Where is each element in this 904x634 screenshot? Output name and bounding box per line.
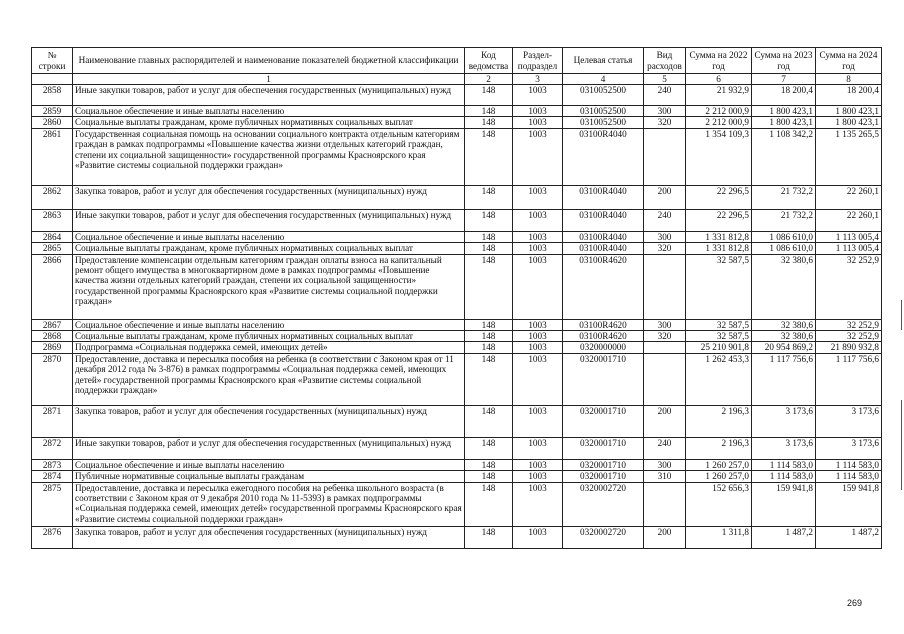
table-row (32, 231, 882, 242)
cell-target: 0320000000 (563, 342, 644, 353)
cell-dept: 148 (465, 353, 513, 405)
cell-2024: 159 941,8 (816, 482, 882, 526)
cell-name: Предоставление, доставка и пересылка ежегодного пособия на ребенка школьного возраста (в соответствии с Законом края от 9 декабря 2010 года № 11-5393) в рамках подпрограммы «Социальная поддержка семей, имеющих детей» государственной программы Красноярского края «Развитие системы социальной поддержки граждан» (73, 482, 465, 526)
cell-row-no: 2864 (32, 231, 73, 242)
cell-section: 1003 (513, 254, 563, 319)
cell-section: 1003 (513, 85, 563, 106)
cell-2023: 1 086 610,0 (752, 243, 816, 254)
table-row (32, 526, 882, 548)
cell-row-no: 2863 (32, 209, 73, 231)
cell-target: 0320001710 (563, 471, 644, 482)
cell-2024: 1 113 005,4 (816, 243, 882, 254)
cell-target: 03100R4040 (563, 209, 644, 231)
cell-2023: 1 114 583,0 (752, 471, 816, 482)
cell-2024: 1 487,2 (816, 526, 882, 548)
cell-row-no: 2862 (32, 185, 73, 209)
cell-name: Закупка товаров, работ и услуг для обеспечения государственных (муниципальных) нужд (73, 526, 465, 548)
table-row (32, 209, 882, 231)
cell-2022: 32 587,5 (686, 331, 752, 342)
cell-target: 03100R4620 (563, 254, 644, 319)
cell-2023: 1 800 423,1 (752, 106, 816, 117)
cell-2023: 3 173,6 (752, 437, 816, 459)
cell-dept: 148 (465, 342, 513, 353)
table-row (32, 482, 882, 526)
table-row (32, 85, 882, 106)
cell-2022: 1 354 109,3 (686, 128, 752, 185)
cell-target: 0320001710 (563, 405, 644, 437)
cell-target: 03100R4040 (563, 231, 644, 242)
header-section: Раздел-подраздел (513, 48, 563, 74)
cell-2022: 1 311,8 (686, 526, 752, 548)
cell-target: 03100R4620 (563, 319, 644, 330)
cell-dept: 148 (465, 482, 513, 526)
cell-row-no: 2876 (32, 526, 73, 548)
cell-dept: 148 (465, 319, 513, 330)
cell-2023: 1 800 423,1 (752, 117, 816, 128)
cell-dept: 148 (465, 331, 513, 342)
cell-section: 1003 (513, 405, 563, 437)
cell-exp-type: 200 (644, 405, 686, 437)
document-page (31, 47, 881, 549)
cell-2024: 32 252,9 (816, 331, 882, 342)
table-row (32, 342, 882, 353)
header-exp-type: Вид расходов (644, 48, 686, 74)
cell-exp-type: 240 (644, 85, 686, 106)
cell-dept: 148 (465, 459, 513, 470)
cell-name: Социальное обеспечение и иные выплаты населению (73, 231, 465, 242)
page-number: 269 (846, 598, 862, 608)
cell-2022: 1 331 812,8 (686, 231, 752, 242)
cell-name: Социальные выплаты гражданам, кроме публичных нормативных социальных выплат (73, 117, 465, 128)
header-dept: Код ведомства (465, 48, 513, 74)
cell-name: Закупка товаров, работ и услуг для обеспечения государственных (муниципальных) нужд (73, 185, 465, 209)
cell-2024: 22 260,1 (816, 209, 882, 231)
cell-2024: 18 200,4 (816, 85, 882, 106)
header-2022: Сумма на 2022 год (686, 48, 752, 74)
cell-2023: 3 173,6 (752, 405, 816, 437)
cell-row-no: 2870 (32, 353, 73, 405)
colnum-2: 2 (465, 74, 513, 85)
cell-2024: 1 114 583,0 (816, 471, 882, 482)
cell-dept: 148 (465, 254, 513, 319)
cell-name: Социальное обеспечение и иные выплаты населению (73, 319, 465, 330)
cell-dept: 148 (465, 526, 513, 548)
cell-row-no: 2861 (32, 128, 73, 185)
cell-2023: 21 732,2 (752, 209, 816, 231)
cell-exp-type: 240 (644, 209, 686, 231)
cell-row-no: 2858 (32, 85, 73, 106)
cell-exp-type: 300 (644, 459, 686, 470)
cell-2022: 2 196,3 (686, 437, 752, 459)
cell-section: 1003 (513, 106, 563, 117)
cell-target: 03100R4040 (563, 128, 644, 185)
cell-target: 0320002720 (563, 482, 644, 526)
table-row (32, 471, 882, 482)
table-row (32, 459, 882, 470)
cell-dept: 148 (465, 405, 513, 437)
cell-row-no: 2873 (32, 459, 73, 470)
cell-target: 0320001710 (563, 437, 644, 459)
colnum-6: 6 (686, 74, 752, 85)
cell-2023: 32 380,6 (752, 319, 816, 330)
cell-2023: 21 732,2 (752, 185, 816, 209)
cell-2022: 21 932,9 (686, 85, 752, 106)
cell-2023: 159 941,8 (752, 482, 816, 526)
cell-2022: 32 587,5 (686, 254, 752, 319)
cell-exp-type: 240 (644, 437, 686, 459)
cell-section: 1003 (513, 185, 563, 209)
cell-row-no: 2875 (32, 482, 73, 526)
cell-2024: 32 252,9 (816, 254, 882, 319)
cell-dept: 148 (465, 437, 513, 459)
colnum-1: 1 (73, 74, 465, 85)
cell-target: 0320001710 (563, 459, 644, 470)
cell-dept: 148 (465, 185, 513, 209)
cell-exp-type (644, 254, 686, 319)
cell-name: Иные закупки товаров, работ и услуг для обеспечения государственных (муниципальных) нужд (73, 437, 465, 459)
cell-section: 1003 (513, 437, 563, 459)
cell-dept: 148 (465, 243, 513, 254)
cell-2024: 1 117 756,6 (816, 353, 882, 405)
cell-row-no: 2860 (32, 117, 73, 128)
cell-2023: 18 200,4 (752, 85, 816, 106)
cell-dept: 148 (465, 471, 513, 482)
cell-dept: 148 (465, 117, 513, 128)
cell-name: Предоставление компенсации отдельным категориям граждан оплаты взноса на капитальный ремонт общего имущества в многоквартирном доме в рамках подпрограммы «Повышение качества жизни отдельных категорий граждан, степени их социальной защищенности» государственной программы Красноярского края «Развитие системы социальной поддержки граждан» (73, 254, 465, 319)
cell-exp-type: 310 (644, 471, 686, 482)
cell-dept: 148 (465, 128, 513, 185)
cell-2024: 1 800 423,1 (816, 117, 882, 128)
cell-section: 1003 (513, 117, 563, 128)
scan-edge-mark (901, 300, 902, 330)
cell-2023: 1 117 756,6 (752, 353, 816, 405)
cell-name: Публичные нормативные социальные выплаты гражданам (73, 471, 465, 482)
cell-exp-type: 300 (644, 319, 686, 330)
cell-section: 1003 (513, 209, 563, 231)
cell-2022: 32 587,5 (686, 319, 752, 330)
table-row (32, 254, 882, 319)
cell-target: 03100R4620 (563, 331, 644, 342)
cell-row-no: 2871 (32, 405, 73, 437)
cell-2024: 1 135 265,5 (816, 128, 882, 185)
cell-2023: 32 380,6 (752, 331, 816, 342)
cell-name: Закупка товаров, работ и услуг для обеспечения государственных (муниципальных) нужд (73, 405, 465, 437)
cell-name: Социальные выплаты гражданам, кроме публичных нормативных социальных выплат (73, 243, 465, 254)
cell-target: 03100R4040 (563, 185, 644, 209)
cell-section: 1003 (513, 482, 563, 526)
cell-2023: 1 114 583,0 (752, 459, 816, 470)
cell-2022: 2 196,3 (686, 405, 752, 437)
cell-2022: 1 262 453,3 (686, 353, 752, 405)
cell-row-no: 2874 (32, 471, 73, 482)
cell-section: 1003 (513, 459, 563, 470)
cell-target: 0320002720 (563, 526, 644, 548)
cell-2024: 1 800 423,1 (816, 106, 882, 117)
cell-2023: 1 487,2 (752, 526, 816, 548)
table-row (32, 405, 882, 437)
cell-name: Социальные выплаты гражданам, кроме публичных нормативных социальных выплат (73, 331, 465, 342)
cell-2024: 21 890 932,8 (816, 342, 882, 353)
table-row (32, 185, 882, 209)
cell-2024: 1 113 005,4 (816, 231, 882, 242)
colnum-5: 5 (644, 74, 686, 85)
cell-2023: 1 108 342,2 (752, 128, 816, 185)
cell-2024: 3 173,6 (816, 405, 882, 437)
cell-name: Иные закупки товаров, работ и услуг для обеспечения государственных (муниципальных) нужд (73, 85, 465, 106)
cell-exp-type: 300 (644, 231, 686, 242)
cell-section: 1003 (513, 231, 563, 242)
column-number-row (32, 74, 882, 85)
cell-section: 1003 (513, 128, 563, 185)
cell-row-no: 2859 (32, 106, 73, 117)
cell-section: 1003 (513, 243, 563, 254)
cell-2022: 1 331 812,8 (686, 243, 752, 254)
cell-row-no: 2868 (32, 331, 73, 342)
cell-exp-type: 200 (644, 526, 686, 548)
table-row (32, 106, 882, 117)
cell-row-no: 2872 (32, 437, 73, 459)
cell-section: 1003 (513, 342, 563, 353)
colnum-0 (32, 74, 73, 85)
cell-dept: 148 (465, 209, 513, 231)
cell-exp-type (644, 353, 686, 405)
cell-target: 0310052500 (563, 106, 644, 117)
cell-2023: 20 954 869,2 (752, 342, 816, 353)
cell-name: Социальное обеспечение и иные выплаты населению (73, 459, 465, 470)
cell-section: 1003 (513, 331, 563, 342)
table-row (32, 128, 882, 185)
cell-exp-type (644, 128, 686, 185)
cell-exp-type: 320 (644, 243, 686, 254)
cell-target: 0320001710 (563, 353, 644, 405)
cell-2022: 25 210 901,8 (686, 342, 752, 353)
cell-2023: 32 380,6 (752, 254, 816, 319)
cell-2022: 152 656,3 (686, 482, 752, 526)
cell-2022: 22 296,5 (686, 209, 752, 231)
cell-2022: 22 296,5 (686, 185, 752, 209)
cell-target: 0310052500 (563, 85, 644, 106)
cell-exp-type: 320 (644, 331, 686, 342)
header-row-no: № строки (32, 48, 73, 74)
cell-2022: 2 212 000,9 (686, 117, 752, 128)
cell-row-no: 2865 (32, 243, 73, 254)
header-name: Наименование главных распорядителей и наименование показателей бюджетной классификации (73, 48, 465, 74)
cell-section: 1003 (513, 471, 563, 482)
header-2024: Сумма на 2024 год (816, 48, 882, 74)
header-row (32, 48, 882, 74)
cell-2024: 1 114 583,0 (816, 459, 882, 470)
cell-exp-type: 300 (644, 106, 686, 117)
table-row (32, 437, 882, 459)
cell-dept: 148 (465, 231, 513, 242)
cell-section: 1003 (513, 319, 563, 330)
table-row (32, 243, 882, 254)
cell-name: Предоставление, доставка и пересылка пособия на ребенка (в соответствии с Законом края от 11 декабря 2012 года № 3-876) в рамках подпрограммы «Социальная поддержка семей, имеющих детей» государственной программы Красноярского края «Развитие системы социальной поддержки граждан» (73, 353, 465, 405)
cell-name: Подпрограмма «Социальная поддержка семей, имеющих детей» (73, 342, 465, 353)
cell-2024: 32 252,9 (816, 319, 882, 330)
cell-exp-type: 320 (644, 117, 686, 128)
table-row (32, 319, 882, 330)
table-row (32, 117, 882, 128)
cell-name: Государственная социальная помощь на основании социального контракта отдельным категориям граждан в рамках подпрограммы «Повышение качества жизни отдельных категорий граждан, степени их социальной защищенности» государственной программы Красноярского края «Развитие системы социальной поддержки граждан» (73, 128, 465, 185)
table-row (32, 331, 882, 342)
cell-exp-type: 200 (644, 185, 686, 209)
cell-name: Иные закупки товаров, работ и услуг для обеспечения государственных (муниципальных) нужд (73, 209, 465, 231)
header-2023: Сумма на 2023 год (752, 48, 816, 74)
cell-2022: 2 212 000,9 (686, 106, 752, 117)
cell-2023: 1 086 610,0 (752, 231, 816, 242)
header-target: Целевая статья (563, 48, 644, 74)
cell-target: 03100R4040 (563, 243, 644, 254)
cell-2022: 1 260 257,0 (686, 459, 752, 470)
cell-dept: 148 (465, 106, 513, 117)
cell-2024: 22 260,1 (816, 185, 882, 209)
cell-2024: 3 173,6 (816, 437, 882, 459)
cell-2022: 1 260 257,0 (686, 471, 752, 482)
cell-row-no: 2869 (32, 342, 73, 353)
cell-dept: 148 (465, 85, 513, 106)
scan-edge-mark (901, 400, 902, 490)
colnum-3: 3 (513, 74, 563, 85)
colnum-8: 8 (816, 74, 882, 85)
cell-section: 1003 (513, 353, 563, 405)
cell-section: 1003 (513, 526, 563, 548)
cell-exp-type (644, 342, 686, 353)
colnum-7: 7 (752, 74, 816, 85)
cell-target: 0310052500 (563, 117, 644, 128)
cell-name: Социальное обеспечение и иные выплаты населению (73, 106, 465, 117)
table-row (32, 353, 882, 405)
cell-row-no: 2866 (32, 254, 73, 319)
colnum-4: 4 (563, 74, 644, 85)
cell-exp-type (644, 482, 686, 526)
cell-row-no: 2867 (32, 319, 73, 330)
budget-table (31, 47, 882, 549)
